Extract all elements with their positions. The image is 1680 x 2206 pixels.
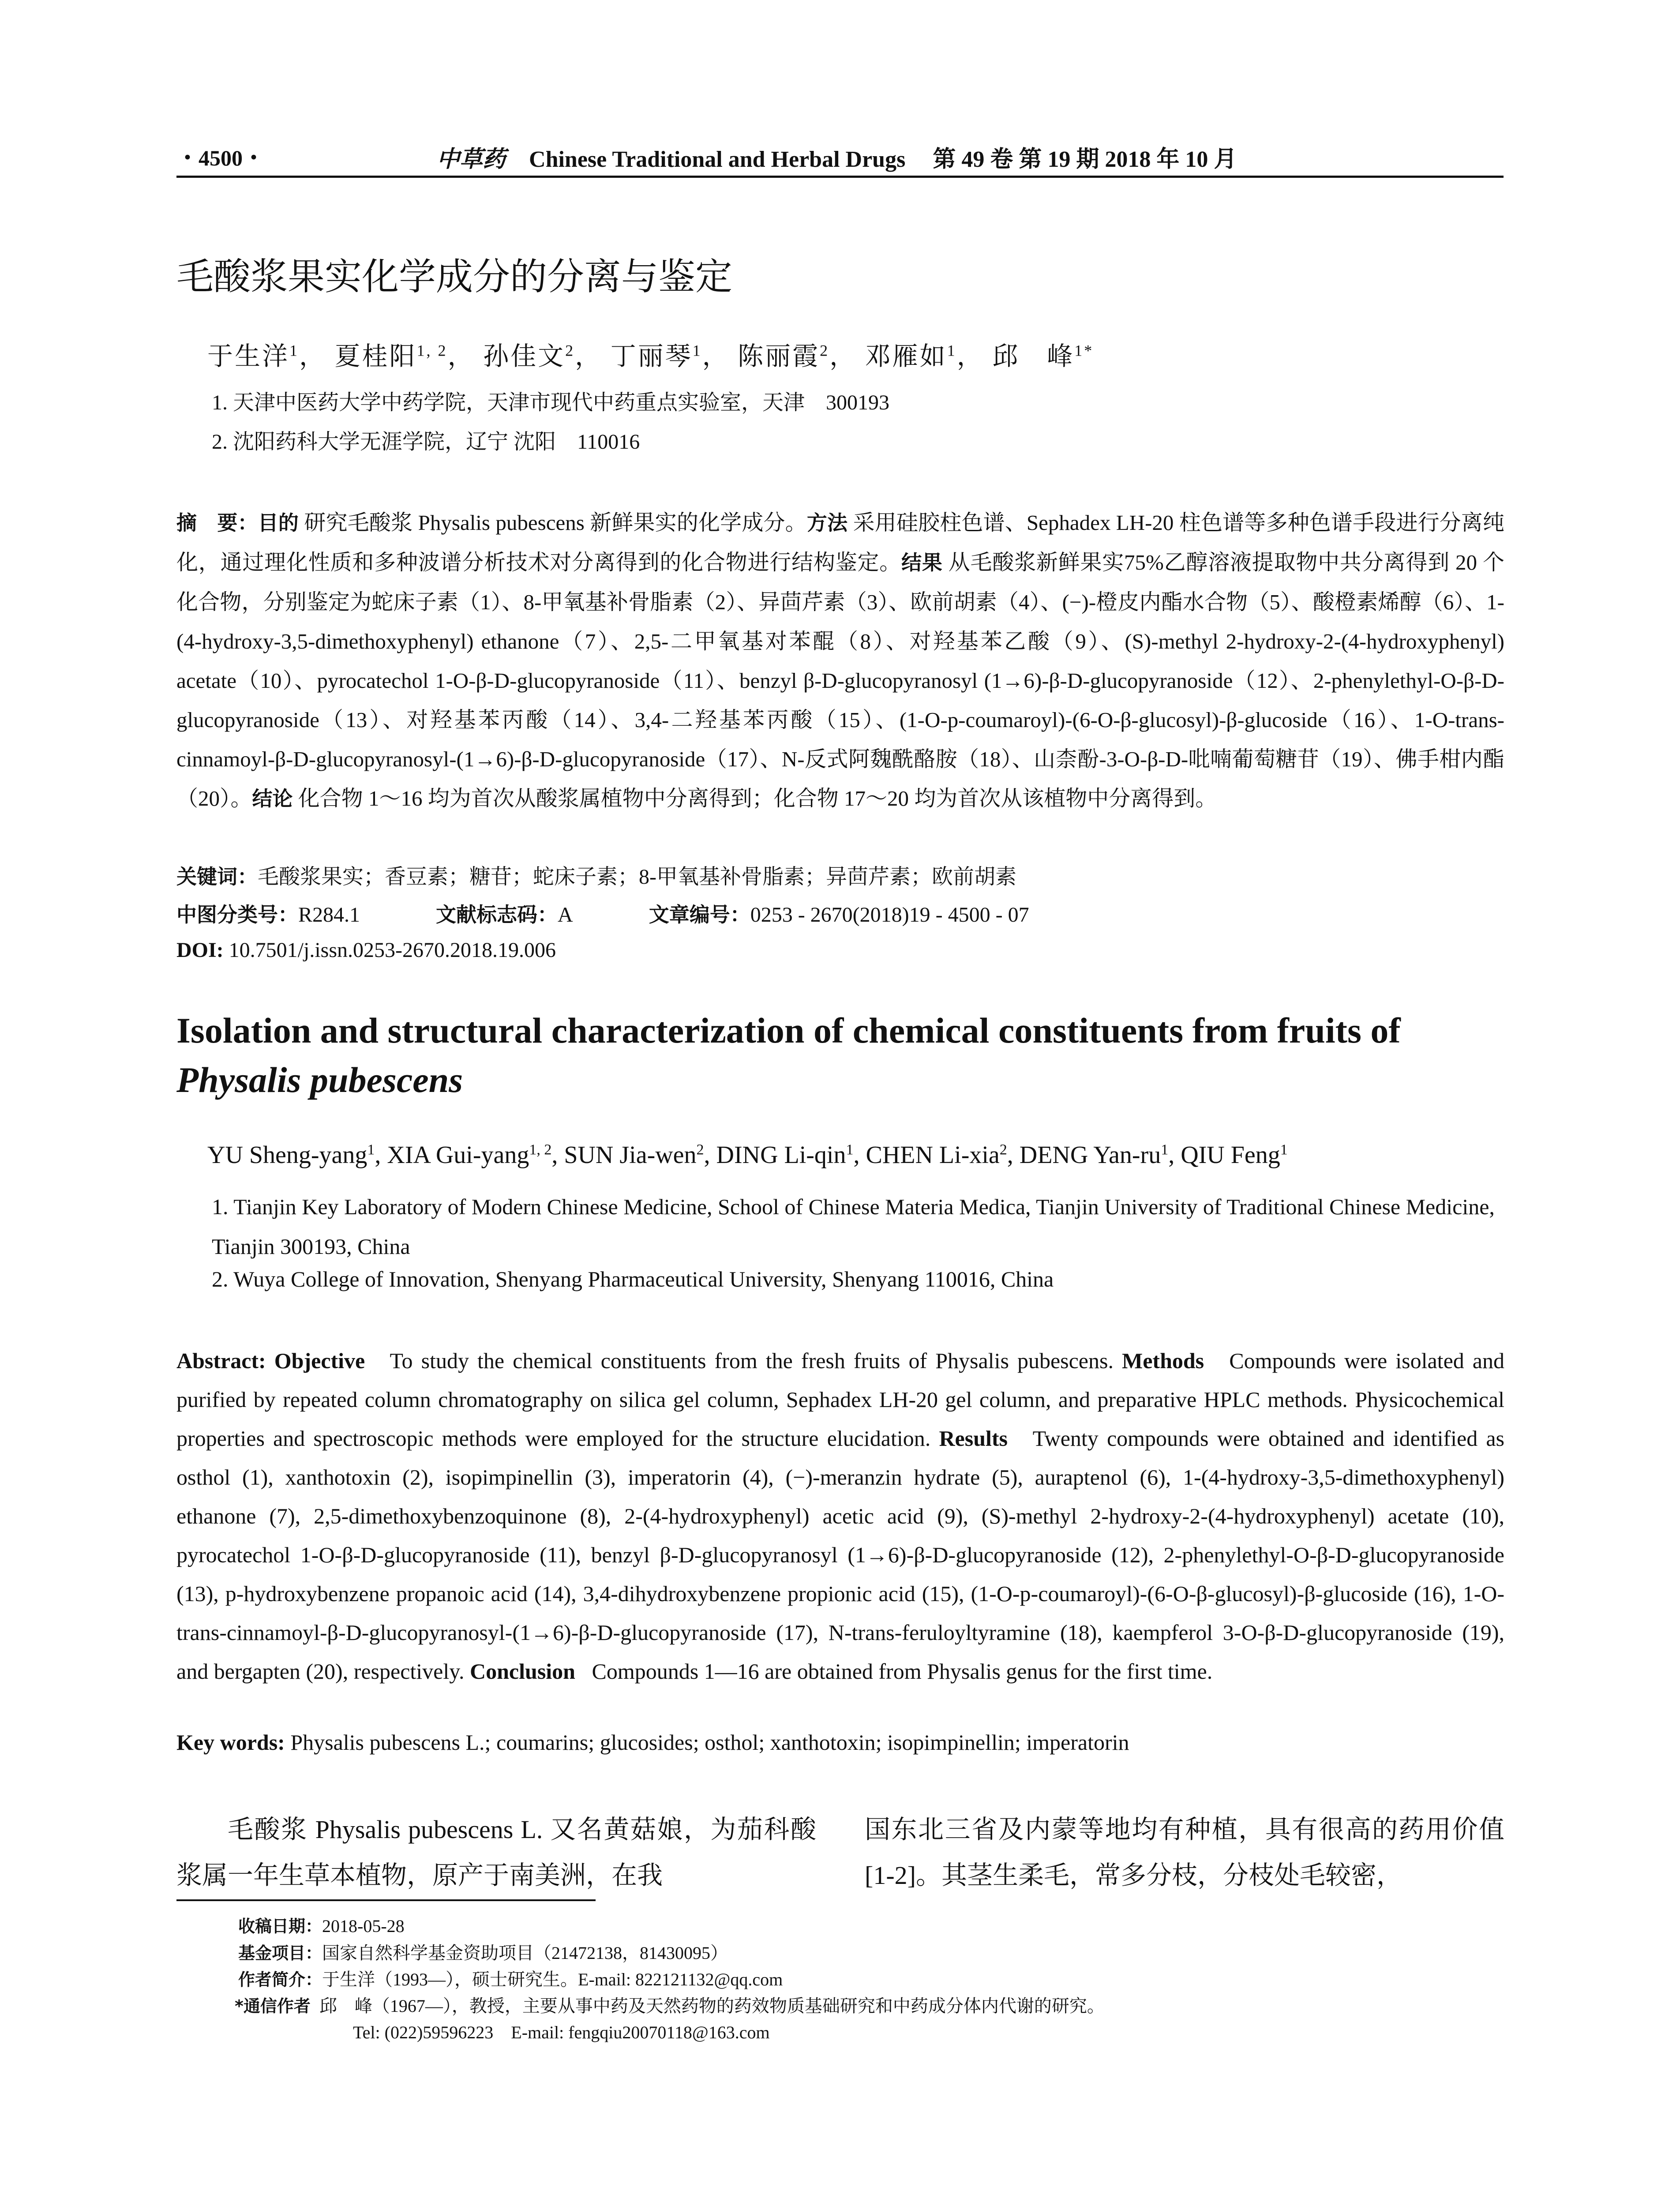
authors-cn: 于生洋$^1$， 夏桂阳$^{1, 2}$， 孙佳文$^2$， 丁丽琴$^1$， 陈丽霞$^2$， 邓雁如$^1$， 邱 峰$^{1*}$ [207, 341, 1094, 371]
keywords-en: Key words: Physalis pubescens L.; coumarins; glucosides; osthol; xanthotoxin; isopimpinellin; imperatorin [176, 1730, 1129, 1755]
abstract-en-methods: Compounds were isolated and purified by repeated column chromatography on silica gel column, Sephadex LH-20 gel column, and preparative HPLC methods. Physicochemical properties and spectroscopic methods were employed for the structure elucidation. [176, 1348, 1505, 1451]
authors-en: YU Sheng-yang$^1$, XIA Gui-yang$^{1, 2}$, SUN Jia-wen$^2$, DING Li-qin$^1$, CHEN Li-xia$^2$, DENG Yan-$ru^1$, QIU Feng$^1$ [207, 1141, 1288, 1169]
journal-name-cn: 中草药 [437, 147, 506, 172]
abstract-cn-methods: 采用硅胶柱色谱、Sephadex LH-20 柱色谱等多种色谱手段进行分离纯化，通过理化性质和多种波谱分析技术对分离得到的化合物进行结构鉴定。 [176, 510, 1505, 574]
author-cn: 邓雁如 [865, 342, 947, 371]
footnote-author-bio: 作者简介：于生洋（1993—），硕士研究生。E-mail: 822121132@qq.com [238, 1970, 783, 1989]
footnote-funding: 基金项目：国家自然科学基金资助项目（21472138，81430095） [238, 1943, 728, 1963]
footnote-received: 收稿日期：2018-05-28 [238, 1916, 405, 1936]
classification-line: 中图分类号：R284.1 文献标志码：A 文章编号：0253 - 2670(2018)19 - 4500 - 07 [176, 903, 1029, 927]
abstract-en-conclusion: Compounds 1—16 are obtained from Physalis genus for the first time. [592, 1659, 1213, 1684]
author-cn: 陈丽霞 [738, 342, 820, 371]
title-cn: 毛酸浆果实化学成分的分离与鉴定 [176, 255, 733, 298]
abstract-cn-results: 从毛酸浆新鲜果实75%乙醇溶液提取物中共分离得到 20 个化合物，分别鉴定为蛇床子素（1）、8-甲氧基补骨脂素（2）、异茴芹素（3）、欧前胡素（4）、(−)-橙皮内酯水合物（5）、酸橙素烯醇（6）、1-(4-hydroxy-3,5-dimethoxyphenyl) ethanone（7）、2,5-二甲氧基对苯醌（8）、对羟基苯乙酸（9）、(S)-methyl 2-hydroxy-2-(4-hydroxyphenyl) acetate（10）、pyrocatechol 1-O-β-D-glucopyranoside（11）、benzyl β-D-glucopyranosyl (1→6)-β-D-glucopyranoside（12）、2-phenylethyl-O-β-D-glucopyranoside（13）、对羟基苯丙酸（14）、3,4-二羟基苯丙酸（15）、(1-O-p-coumaroyl)-(6-O-β-glucosyl)-β-glucoside（16）、1-O-trans-cinnamoyl-β-D-glucopyranosyl-(1→6)-β-D-glucopyranoside（17）、N-反式阿魏酰酪胺（18）、山柰酚-3-O-β-D-吡喃葡萄糖苷（19）、佛手柑内酯（20）。 [176, 550, 1504, 810]
doi-link[interactable]: 10.7501/j.issn.0253-2670.2018.19.006 [229, 938, 556, 962]
abstract-cn: 摘 要：目的 研究毛酸浆 Physalis pubescens 新鲜果实的化学成分。方法 采用硅胶柱色谱、Sephadex LH-20 柱色谱等多种色谱手段进行分离纯化，通过理化性质和多种波谱分析技术对分离得到的化合物进行结构鉴定。结果 从毛酸浆新鲜果实75%乙醇溶液提取物中共分离得到 20 个化合物，分别鉴定为蛇床子素（1）、8-甲氧基补骨脂素（2）、异茴芹素（3）、欧前胡素（4）、(−)-橙皮内酯水合物（5）、酸橙素烯醇（6）、1-(4-hydroxy-3,5-dimethoxyphenyl) ethanone（7）、2,5-二甲氧基对苯醌（8）、对羟基苯乙酸（9）、(S)-methyl 2-hydroxy-2-(4-hydroxyphenyl) acetate（10）、pyrocatechol 1-O-β-D-glucopyranoside（11）、benzyl β-D-glucopyranosyl (1→6)-β-D-glucopyranoside（12）、2-phenylethyl-O-β-D-glucopyranoside（13）、对羟基苯丙酸（14）、3,4-二羟基苯丙酸（15）、(1-O-p-coumaroyl)-(6-O-β-glucosyl)-β-glucoside（16）、1-O-trans-cinnamoyl-β-D-glucopyranosyl-(1→6)-β-D-glucopyranoside（17）、N-反式阿魏酰酪胺（18）、山柰酚-3-O-β-D-吡喃葡萄糖苷（19）、佛手柑内酯（20）。结论 化合物 1～16 均为首次从酸浆属植物中分离得到；化合物 17～20 均为首次从该植物中分离得到。 [176, 510, 1505, 810]
page-number: ・4500・ [176, 146, 265, 170]
journal-name-en: Chinese Traditional and Herbal Drugs [529, 147, 906, 172]
author-cn: 邱 峰 [992, 342, 1075, 371]
footnote-contact: Tel: (022)59596223 E-mail: fengqiu20070118@163.com [353, 2022, 770, 2042]
title-en: Isolation and structural characterization of chemical constituents from fruits of Physalis pubescens [176, 1010, 1401, 1100]
header-rule [176, 176, 1504, 178]
journal-issue: 第 49 卷 第 19 期 2018 年 10 月 [933, 147, 1237, 172]
author-cn: 孙佳文 [483, 342, 566, 371]
abstract-cn-conclusion: 化合物 1～16 均为首次从酸浆属植物中分离得到；化合物 17～20 均为首次从该植物中分离得到。 [298, 786, 1217, 810]
doi: DOI: 10.7501/j.issn.0253-2670.2018.19.006 [176, 938, 556, 962]
abstract-en-objective: To study the chemical constituents from the fresh fruits of Physalis pubescens. [390, 1348, 1114, 1373]
affiliation-en-2: 2. Wuya College of Innovation, Shenyang Pharmaceutical University, Shenyang 110016, China [212, 1267, 1054, 1291]
footnote-corresponding: *通信作者 邱 峰（1967—），教授，主要从事中药及天然药物的药效物质基础研究和中药成分体内代谢的研究。 [235, 1996, 1105, 2016]
abstract-en: Abstract: Objective To study the chemical constituents from the fresh fruits of Physalis pubescens. Methods Compounds were isolated and purified by repeated column chromatography on silica gel column, Sephadex LH-20 gel column, and preparative HPLC methods. Physicochemical properties and spectroscopic methods were employed for the structure elucidation. Results Twenty compounds were obtained and identified as osthol (1), xanthotoxin (2), isopimpinellin (3), imperatorin (4), (−)-meranzin hydrate (5), auraptenol (6), 1-(4-hydroxy-3,5-dimethoxyphenyl) ethanone (7), 2,5-dimethoxybenzoquinone (8), 2-(4-hydroxyphenyl) acetic acid (9), (S)-methyl 2-hydroxy-2-(4-hydroxyphenyl) acetate (10), pyrocatechol 1-O-β-D-glucopyranoside (11), benzyl β-D-glucopyranosyl (1→6)-β-D-glucopyranoside (12), 2-phenylethyl-O-β-D-glucopyranoside (13), p-hydroxybenzene propanoic acid (14), 3,4-dihydroxybenzene propionic acid (15), (1-O-p-coumaroyl)-(6-O-β-glucosyl)-β-glucoside (16), 1-O-trans-cinnamoyl-β-D-glucopyranosyl-(1→6)-β-D-glucopyranoside (17), N-trans-feruloyltyramine (18), kaempferol 3-O-β-D-glucopyranoside (19), and bergapten (20), respectively. Conclusion Compounds 1—16 are obtained from Physalis genus for the first time. [176, 1348, 1505, 1684]
abstract-cn-label: 摘 要： [176, 511, 258, 535]
abstract-cn-objective: 研究毛酸浆 Physalis pubescens 新鲜果实的化学成分。 [304, 510, 807, 535]
affiliation-en-1: 1. Tianjin Key Laboratory of Modern Chinese Medicine, School of Chinese Materia Medica, Tianjin University of Traditional Chinese Medicine, Tianjin 300193, China [212, 1194, 1495, 1259]
abstract-en-label: Abstract: [176, 1348, 266, 1373]
body-text-left: 毛酸浆 Physalis pubescens L. 又名黄菇娘，为茄科酸浆属一年生草本植物，原产于南美洲，在我 [176, 1815, 816, 1890]
affiliation-cn-2: 2. 沈阳药科大学无涯学院，辽宁 沈阳 110016 [212, 430, 640, 454]
footnote-rule [176, 1899, 596, 1901]
affiliation-cn-1: 1. 天津中医药大学中药学院，天津市现代中药重点实验室，天津 300193 [212, 391, 890, 414]
author-cn: 夏桂阳 [334, 342, 417, 371]
keywords-cn: 关键词：毛酸浆果实；香豆素；糖苷；蛇床子素；8-甲氧基补骨脂素；异茴芹素；欧前胡素 [176, 865, 1016, 889]
abstract-en-results: Twenty compounds were obtained and identified as osthol (1), xanthotoxin (2), isopimpinellin (3), imperatorin (4), (−)-meranzin hydrate (5), auraptenol (6), 1-(4-hydroxy-3,5-dimethoxyphenyl) ethanone (7), 2,5-dimethoxybenzoquinone (8), 2-(4-hydroxyphenyl) acetic acid (9), (S)-methyl 2-hydroxy-2-(4-hydroxyphenyl) acetate (10), pyrocatechol 1-O-β-D-glucopyranoside (11), benzyl β-D-glucopyranosyl (1→6)-β-D-glucopyranoside (12), 2-phenylethyl-O-β-D-glucopyranoside (13), p-hydroxybenzene propanoic acid (14), 3,4-dihydroxybenzene propionic acid (15), (1-O-p-coumaroyl)-(6-O-β-glucosyl)-β-glucoside (16), 1-O-trans-cinnamoyl-β-D-glucopyranosyl-(1→6)-β-D-glucopyranoside (17), N-trans-feruloyltyramine (18), kaempferol 3-O-β-D-glucopyranoside (19), and bergapten (20), respectively. [176, 1426, 1504, 1684]
journal-line [437, 140, 1237, 173]
running-header [176, 140, 1500, 176]
author-cn: 丁丽琴 [610, 342, 693, 371]
author-cn: 于生洋 [207, 342, 290, 371]
body-text-right: 国东北三省及内蒙等地均有种植，具有很高的药用价值[1-2]。其茎生柔毛，常多分枝，分枝处毛较密， [865, 1815, 1504, 1890]
